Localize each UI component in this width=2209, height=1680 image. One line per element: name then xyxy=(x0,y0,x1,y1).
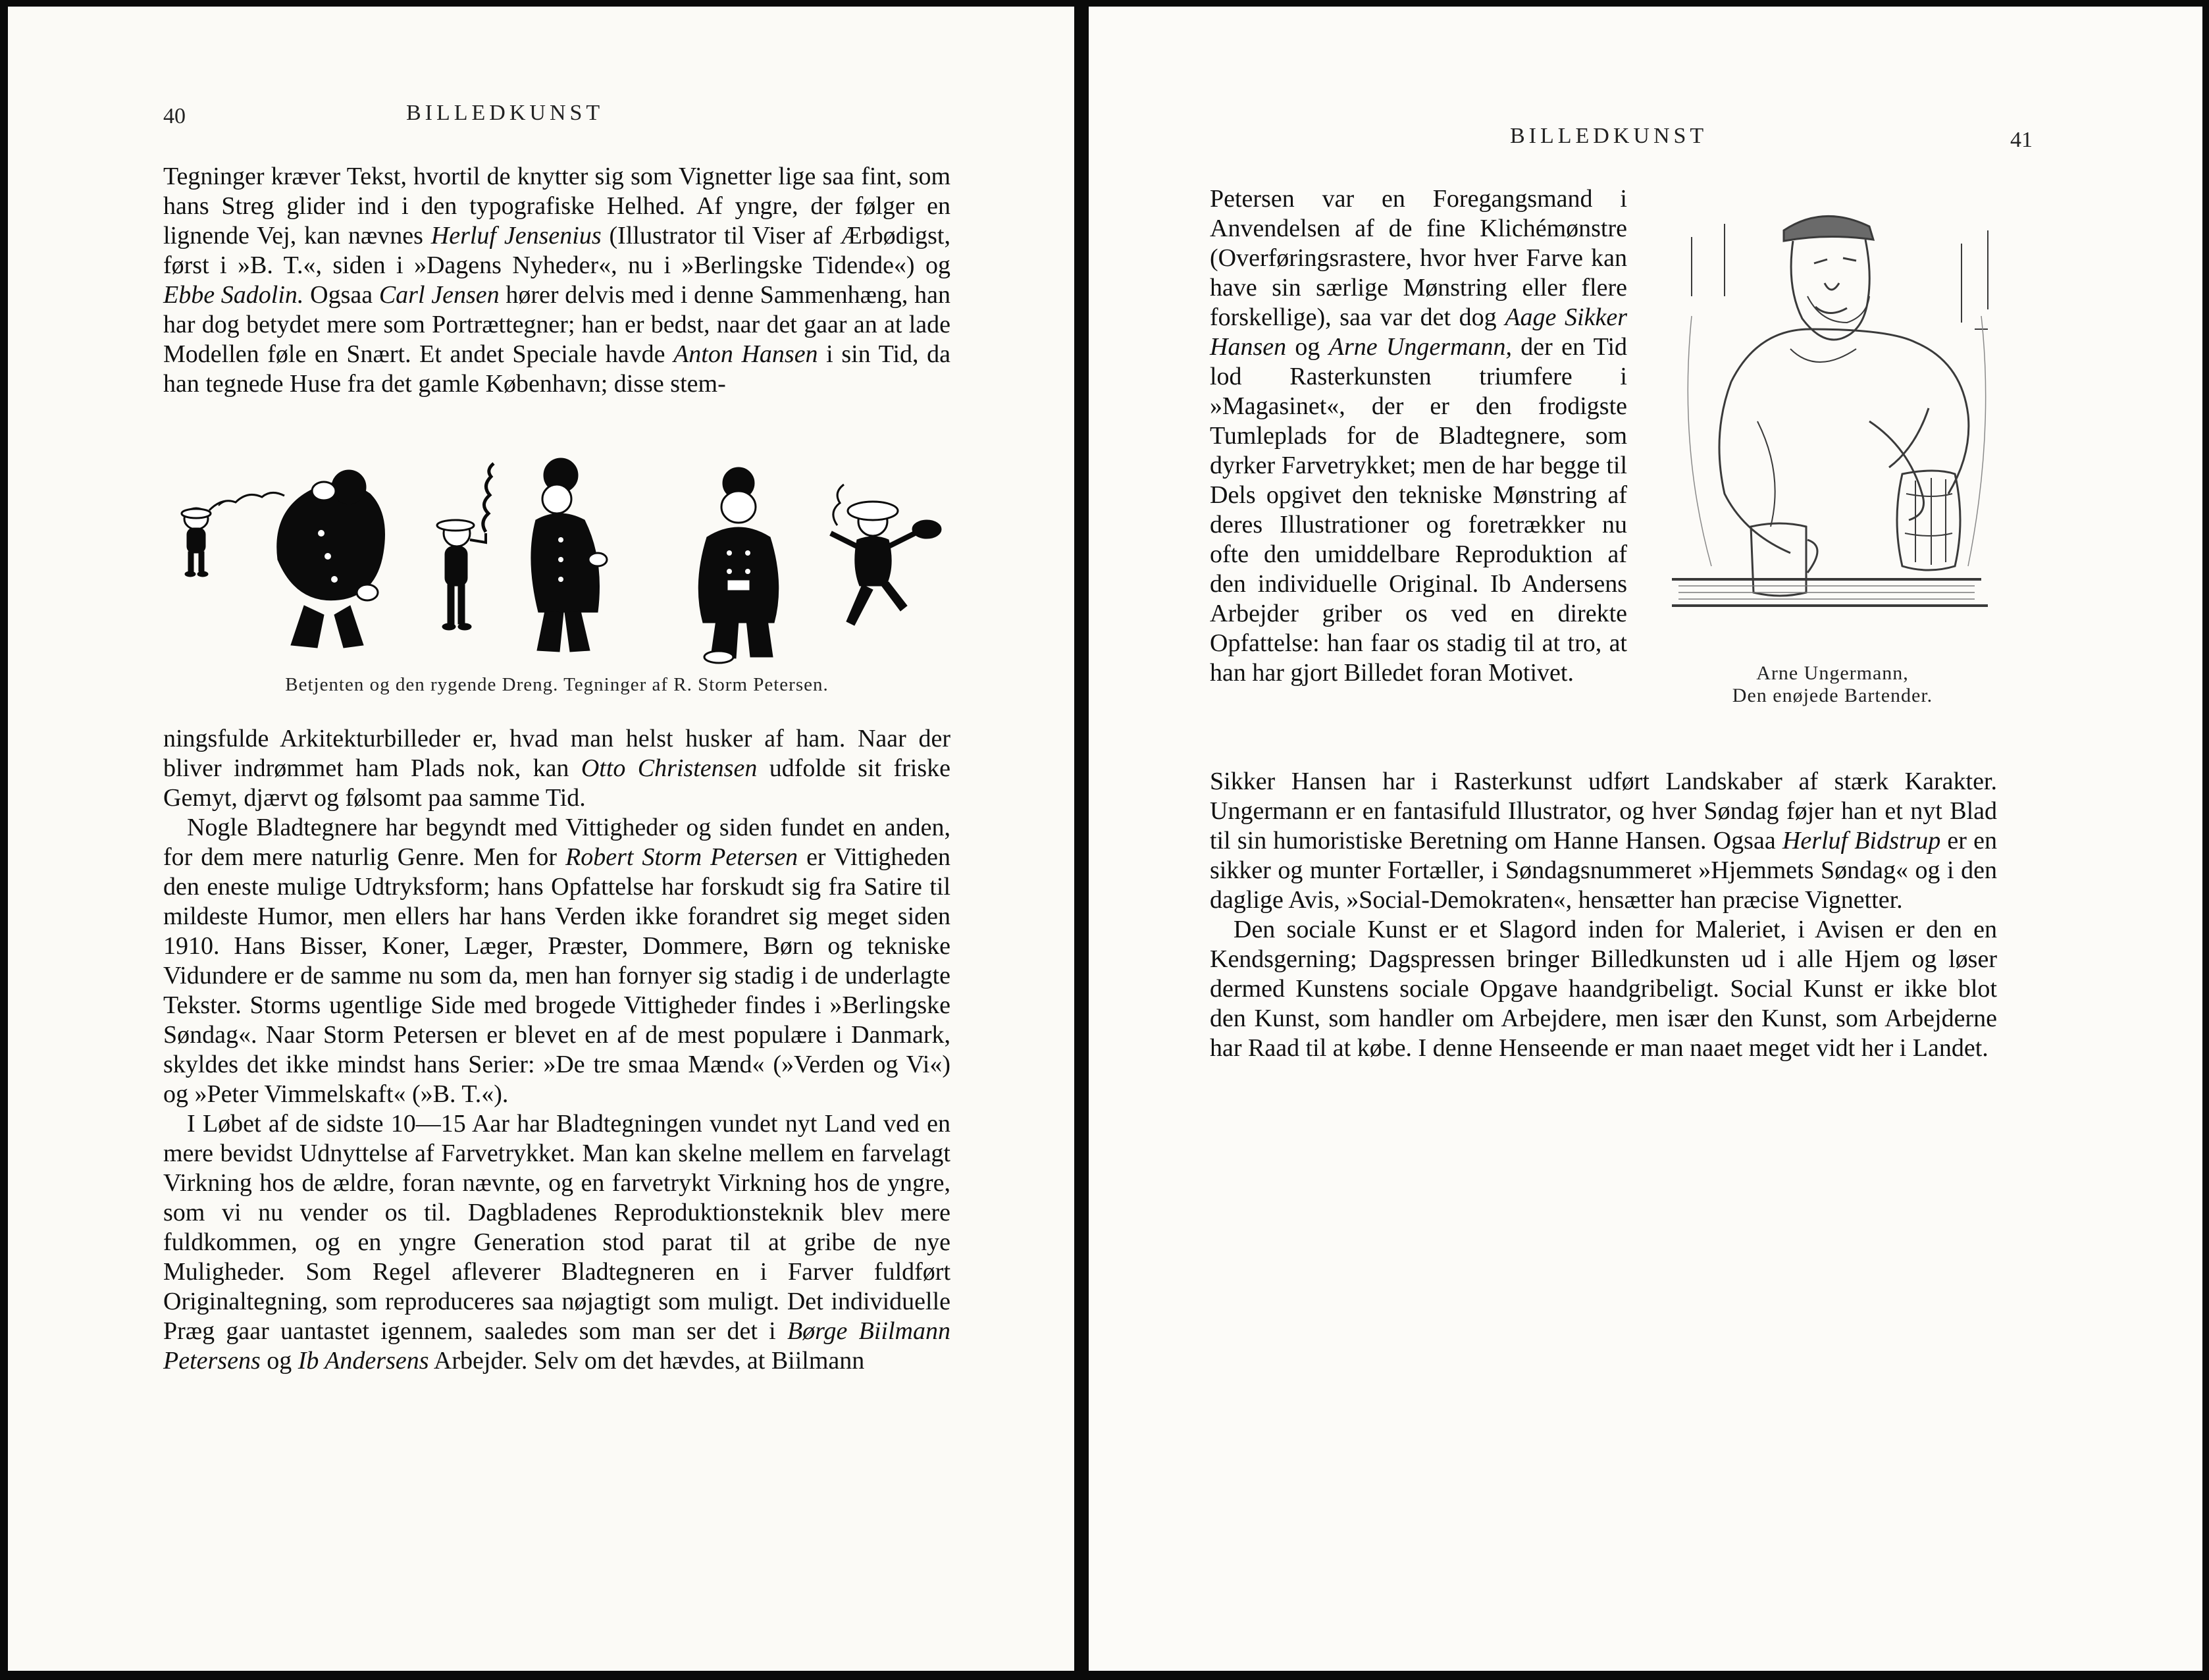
illustration-caption-right xyxy=(1668,662,1997,707)
text-run: I Løbet af de sidste 10—15 Aar har Bladtegningen vundet nyt Land ved en mere bevidst Udnyttelse af Farvetrykket. Man kan skelne mellem en farvelagt Virkning hos de ældre, foran nævnte, og en farvetrykt Virkning hos de yngre, som vi nu vender os til. Dagbladenes Reproduktionsteknik blev mere fuldkommen, og en yngre Generation stod parat til at gribe de nye Muligheder. Som Regel afleverer Bladtegneren en i Farver fuldført Originaltegning, som reproduceres saa nøjagtigt som muligt. Det individuelle Præg gaar uantastet igennem, saaledes som man ser det i xyxy=(163,1110,950,1345)
text-run: (Illustrator til Viser af Ærbødigst, først i »B. T.«, siden i »Dagens Nyheder«, nu i »Berlingske Tidende«) og xyxy=(163,222,950,279)
text-run: ningsfulde Arkitekturbilleder er, hvad man helst husker af ham. Naar der bliver indrømmet ham Plads nok, kan xyxy=(163,725,950,782)
text-run: Sikker Hansen har i Rasterkunst udført Landskaber af stærk Karakter. Ungermann er en fantasifuld Illustrator, og hver Søndag føjer han et nyt Blad til sin humoristiske Beretning om Hanne Hansen. Ogsaa xyxy=(1210,768,1997,854)
policeman-figure-3 xyxy=(698,467,778,663)
italic-name: Ebbe Sadolin. xyxy=(163,281,304,309)
text-run: Ogsaa xyxy=(303,281,379,309)
text-run: og xyxy=(260,1347,298,1375)
text-run: udfolde sit friske Gemyt, djærvt og følsomt paa samme Tid. xyxy=(163,754,950,812)
right-paragraph-2 xyxy=(1210,915,1997,1063)
storm-petersen-illustration xyxy=(172,448,962,671)
right-page xyxy=(1089,7,2202,1671)
italic-name: Aage Sikker Hansen xyxy=(1210,303,1627,361)
italic-name: Ib Andersens xyxy=(298,1347,429,1375)
boy-figure-2 xyxy=(437,463,494,630)
text-run: Den sociale Kunst er et Slagord inden for Maleriet, i Avisen er den en Kendsgerning; Dagspressen bringer Billedkunsten ud i alle Hjem og løser dermed Kunstens sociale Opgave haandgribeligt. Social Kunst er ikke blot den Kunst, som handler om Arbejdere, men især den Kunst, som Arbejderne har Raad til at købe. I denne Henseende er man naaet meget vidt her i Landet. xyxy=(1210,916,1997,1062)
text-run: er en sikker og munter Fortæller, i Søndagsnummeret »Hjemmets Søndag« og i den daglige Avis, »Social-Demokraten«, hensætter han præcise Vignetter. xyxy=(1210,827,1997,914)
caption-line-2: Den enøjede Bartender. xyxy=(1732,685,1933,706)
right-paragraph-1 xyxy=(1210,184,1627,688)
running-head-left: BILLEDKUNST xyxy=(406,101,604,125)
right-text-column xyxy=(1210,184,1627,688)
text-run: hører delvis med i denne Sammenhæng, han har dog betydet mere som Portrættegner; han er bedst, naar det gaar an at lade Modellen føle en Snært. Et andet Speciale havde xyxy=(163,281,950,368)
boy-figure-1 xyxy=(182,492,284,577)
caption-line-1: Arne Ungermann, xyxy=(1756,662,1909,684)
mug xyxy=(1751,523,1817,596)
text-run: Tegninger kræver Tekst, hvortil de knytter sig som Vignetter lige saa fint, som hans Streg glider ind i den typografiske Helhed. Af yngre, der følger en lignende Vej, kan nævnes xyxy=(163,163,950,249)
boy-figure-3 xyxy=(831,485,941,625)
italic-name: Arne Ungermann, xyxy=(1328,333,1512,361)
text-run: er Vittigheden den eneste mulige Udtryksform; hans Opfattelse har forskudt sig fra Satire til mildeste Humor, men ellers har hans Verden ikke forandret sig meget siden 1910. Hans Bisser, Koner, Læger, Præster, Dommere, Børn og tekniske Vidundere er de samme nu som da, men han fornyer sig stadig i de underlagte Tekster. Storms ugentlige Side med brogede Vittigheder findes i »Berlingske Søndag«. Naar Storm Petersen er blevet en af de mest populære i Danmark, skyldes det ikke mindst hans Serier: »De tre smaa Mænd« (»Verden og Vi«) og »Peter Vimmelskaft« (»B. T.«). xyxy=(163,843,950,1108)
right-text-bottom xyxy=(1210,767,1997,1063)
text-run: og xyxy=(1286,333,1329,361)
text-run: Petersen var en Foregangsmand i Anvendelsen af de fine Klichémønstre (Overføringsrastere, hvor hver Farve kan have sin særlige Mønstring eller flere forskellige), saa var det dog xyxy=(1210,185,1627,331)
bartender-cap xyxy=(1784,216,1873,241)
left-paragraph-3 xyxy=(163,813,950,1109)
left-paragraph-4 xyxy=(163,1109,950,1376)
italic-name: Carl Jensen xyxy=(378,281,500,309)
barrel xyxy=(1897,471,1960,570)
text-run: Nogle Bladtegnere har begyndt med Vittigheder og siden fundet en anden, for dem mere naturlig Genre. Men for xyxy=(163,814,950,871)
left-text-bottom xyxy=(163,724,950,1376)
left-paragraph-1 xyxy=(163,162,950,399)
left-text-top xyxy=(163,162,950,399)
italic-name: Herluf Bidstrup xyxy=(1782,827,1941,854)
text-run: i sin Tid, da han tegnede Huse fra det gamle København; disse stem- xyxy=(163,340,950,398)
running-head-right: BILLEDKUNST xyxy=(1510,124,1708,148)
policeman-figure-1 xyxy=(277,470,385,648)
italic-name: Herluf Jensenius xyxy=(430,222,602,249)
left-page xyxy=(8,7,1074,1671)
right-paragraph-1b xyxy=(1210,767,1997,915)
policeman-figure-2 xyxy=(531,458,607,652)
text-run: der en Tid lod Rasterkunsten triumfere i »Magasinet«, der er den frodigste Tumleplads for de Bladtegnere, som dyrker Farvetrykket; men de har begge til Dels opgivet den tekniske Mønstring af deres Illustrationer og foretrækker nu ofte den umiddelbare Reproduktion af den individuelle Original. Ib Andersens Arbejder griber os ved en direkte Opfattelse: han faar os stadig til at tro, at han har gjort Billedet foran Motivet. xyxy=(1210,333,1628,687)
bartender-illustration xyxy=(1652,184,2008,645)
italic-name: Børge Biilmann Petersens xyxy=(163,1317,950,1375)
italic-name: Anton Hansen xyxy=(673,340,818,368)
page-number-right: 41 xyxy=(2010,128,2033,152)
italic-name: Robert Storm Petersen xyxy=(565,843,798,871)
text-run: Arbejder. Selv om det hævdes, at Biilmann xyxy=(429,1347,865,1375)
italic-name: Otto Christensen xyxy=(581,754,758,782)
left-paragraph-2 xyxy=(163,724,950,813)
illustration-caption-left: Betjenten og den rygende Dreng. Tegninger af R. Storm Petersen. xyxy=(285,674,829,695)
page-number-left: 40 xyxy=(163,104,186,128)
